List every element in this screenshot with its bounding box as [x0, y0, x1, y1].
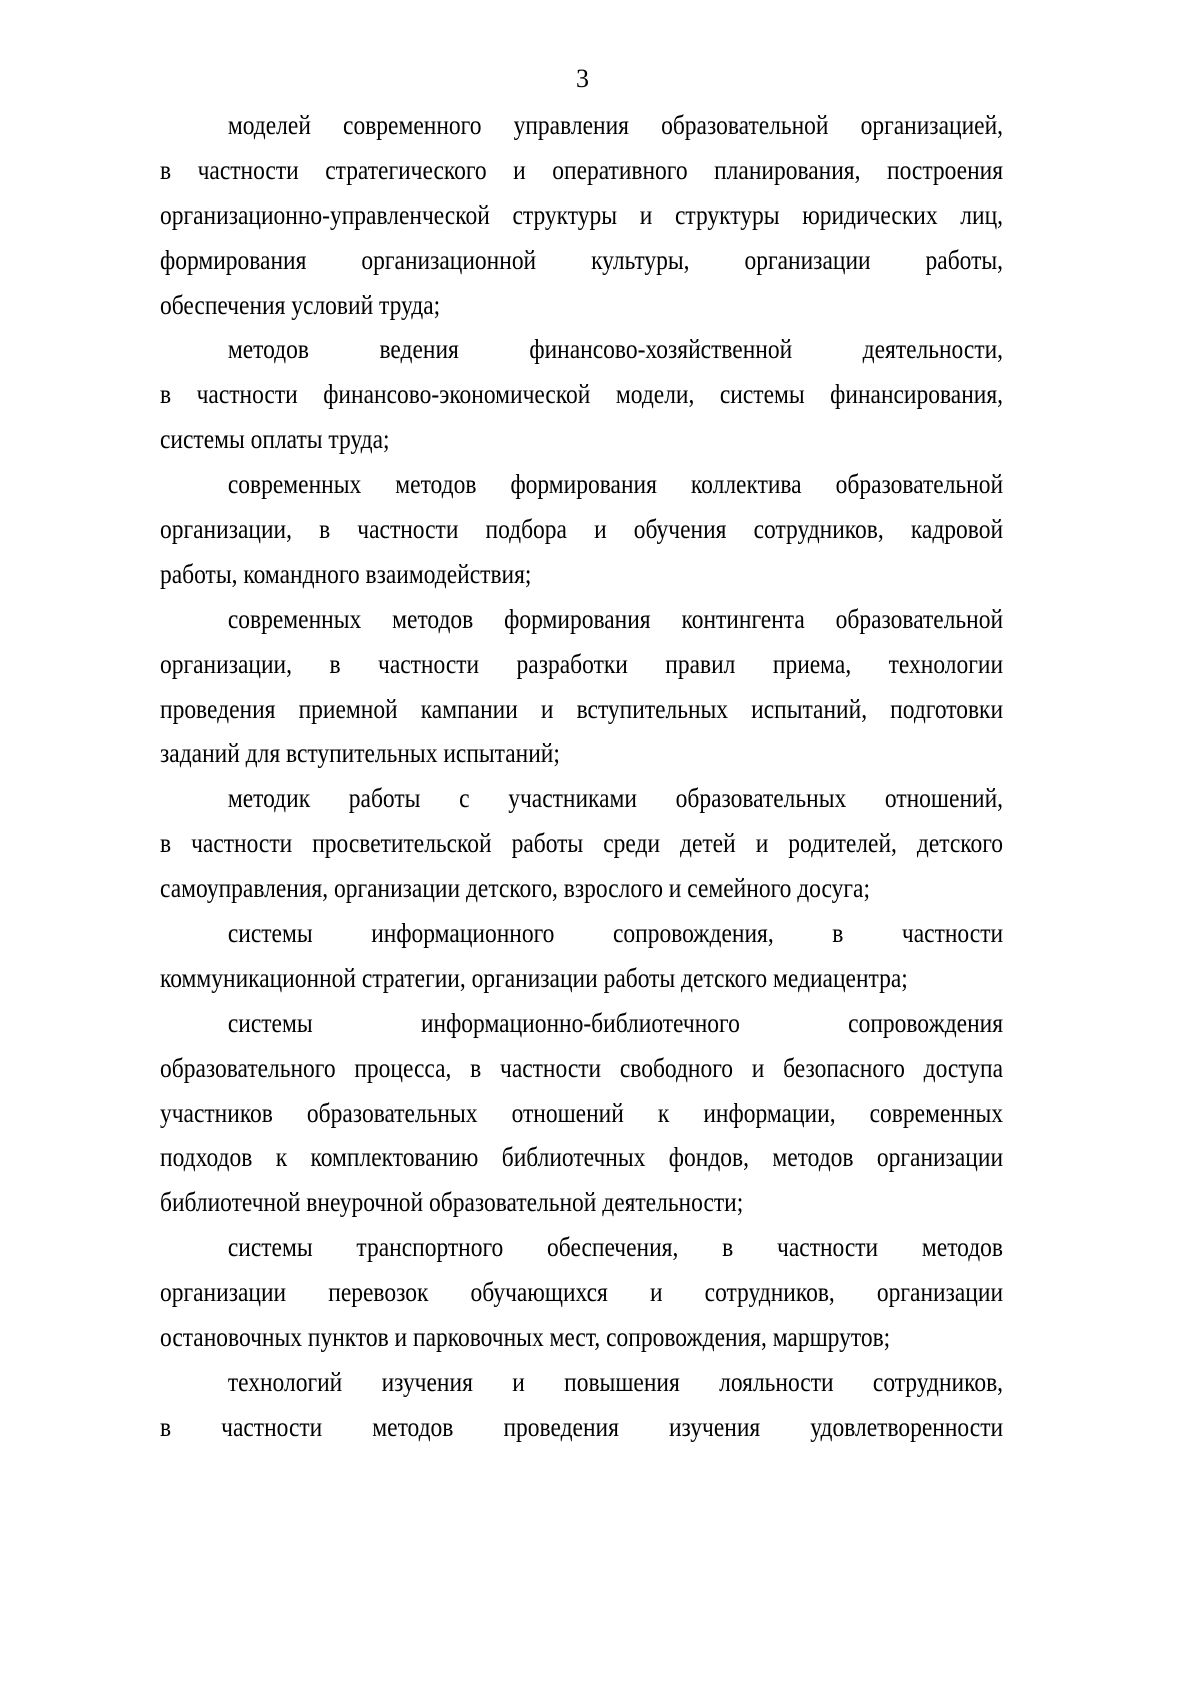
text-line: проведения приемной кампании и вступительных испытаний, подготовки	[160, 693, 1004, 724]
text-line: коммуникационной стратегии, организации работы детского медиацентра;	[160, 962, 908, 993]
text-line: моделей современного управления образовательной организацией,	[227, 110, 1004, 140]
text-line: подходов к комплектованию библиотечных фондов, методов организации	[160, 1142, 1004, 1173]
text-line: обеспечения условий труда;	[160, 289, 441, 320]
text-line: системы информационно-библиотечного сопровождения	[227, 1007, 1004, 1038]
text-line: методик работы с участниками образовательных отношений,	[227, 783, 1004, 814]
text-line: в частности финансово-экономической модели, системы финансирования,	[160, 379, 1004, 410]
paragraph	[160, 597, 1003, 777]
paragraph	[160, 1225, 1003, 1360]
document-body	[160, 103, 1003, 1450]
text-line: участников образовательных отношений к информации, современных	[160, 1097, 1004, 1128]
paragraph	[160, 911, 1003, 1001]
text-line: остановочных пунктов и парковочных мест, сопровождения, маршрутов;	[160, 1322, 891, 1353]
text-line: в частности стратегического и оперативного планирования, построения	[160, 154, 1004, 185]
paragraph	[160, 776, 1003, 911]
text-line: формирования организационной культуры, организации работы,	[160, 244, 1004, 275]
text-line: системы информационного сопровождения, в частности	[227, 918, 1004, 949]
text-line: системы транспортного обеспечения, в частности методов	[227, 1232, 1004, 1263]
text-line: организации, в частности подбора и обучения сотрудников, кадровой	[160, 514, 1004, 545]
text-line: технологий изучения и повышения лояльности сотрудников,	[227, 1366, 1004, 1397]
paragraph	[160, 327, 1003, 462]
text-line: методов ведения финансово-хозяйственной деятельности,	[227, 334, 1004, 365]
paragraph	[160, 1001, 1003, 1225]
text-line: заданий для вступительных испытаний;	[160, 738, 560, 769]
text-line: библиотечной внеурочной образовательной деятельности;	[160, 1187, 744, 1218]
text-line: системы оплаты труда;	[160, 424, 390, 455]
paragraph	[160, 1360, 1003, 1450]
paragraph	[160, 103, 1003, 327]
page-number: 3	[576, 64, 589, 93]
text-line: современных методов формирования контингента образовательной	[227, 603, 1004, 634]
text-line: организации перевозок обучающихся и сотрудников, организации	[160, 1277, 1004, 1308]
text-line: организационно-управленческой структуры и структуры юридических лиц,	[160, 199, 1004, 230]
text-line: современных методов формирования коллектива образовательной	[227, 469, 1004, 500]
text-line: в частности методов проведения изучения удовлетворенности	[160, 1411, 1004, 1442]
text-line: в частности просветительской работы среди детей и родителей, детского	[160, 828, 1004, 859]
paragraph	[160, 462, 1003, 597]
text-line: самоуправления, организации детского, взрослого и семейного досуга;	[160, 873, 870, 904]
text-line: работы, командного взаимодействия;	[160, 558, 532, 589]
text-line: организации, в частности разработки правил приема, технологии	[160, 648, 1004, 679]
text-line: образовательного процесса, в частности свободного и безопасного доступа	[160, 1052, 1004, 1083]
